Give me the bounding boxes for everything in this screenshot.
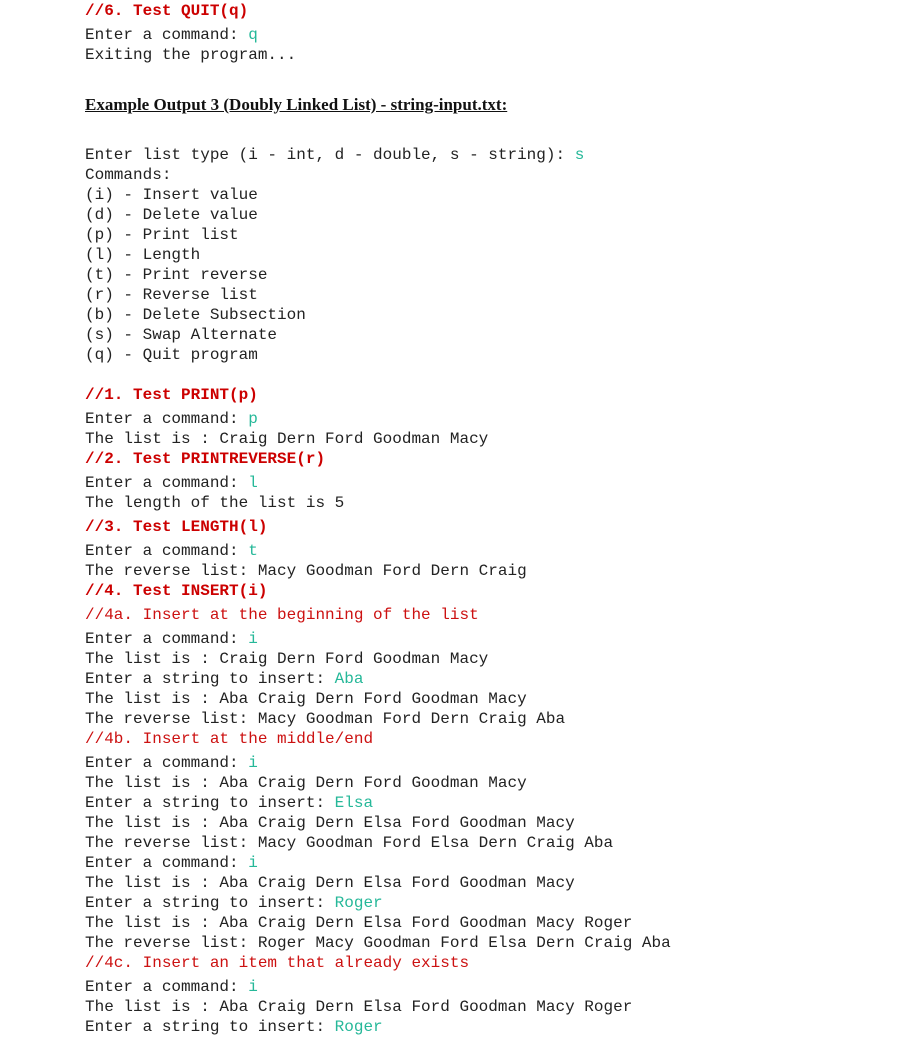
output-line: The list is : Craig Dern Ford Goodman Macy xyxy=(85,430,489,448)
command-input: l xyxy=(248,474,258,492)
document-page xyxy=(85,0,905,1036)
test4-header: //4. Test INSERT(i) xyxy=(85,582,268,600)
insert-prompt: Enter a string to insert: xyxy=(85,894,335,912)
output-line: The list is : Aba Craig Dern Ford Goodman Macy xyxy=(85,774,527,792)
command-input: i xyxy=(248,754,258,772)
command-input: t xyxy=(248,542,258,560)
output-line: The reverse list: Macy Goodman Ford Dern Craig xyxy=(85,562,527,580)
command-item: (i) - Insert value xyxy=(85,186,258,204)
list-type-input: s xyxy=(574,146,585,164)
output-line: The list is : Aba Craig Dern Elsa Ford Goodman Macy xyxy=(85,814,575,832)
command-line xyxy=(85,753,258,773)
output-line: The list is : Craig Dern Ford Goodman Macy xyxy=(85,650,489,668)
output-line: The list is : Aba Craig Dern Elsa Ford Goodman Macy Roger xyxy=(85,914,633,932)
insert-line xyxy=(85,893,383,913)
command-prompt: Enter a command: xyxy=(85,630,249,648)
output-line: The list is : Aba Craig Dern Elsa Ford Goodman Macy Roger xyxy=(85,998,633,1016)
test6-header: //6. Test QUIT(q) xyxy=(85,2,249,20)
command-prompt: Enter a command: xyxy=(85,978,249,996)
command-item: (l) - Length xyxy=(85,246,201,264)
command-item: (b) - Delete Subsection xyxy=(85,306,306,324)
test6-command-line xyxy=(85,25,258,45)
command-item: (s) - Swap Alternate xyxy=(85,326,278,344)
insert-prompt: Enter a string to insert: xyxy=(85,1018,335,1036)
command-prompt: Enter a command: xyxy=(85,754,249,772)
insert-line xyxy=(85,1017,383,1037)
insert-input: Elsa xyxy=(334,794,374,812)
command-line xyxy=(85,541,258,561)
insert-line xyxy=(85,793,373,813)
command-prompt: Enter a command: xyxy=(85,26,249,44)
command-prompt: Enter a command: xyxy=(85,410,249,428)
command-input: i xyxy=(248,854,258,872)
output-line: The reverse list: Macy Goodman Ford Dern Craig Aba xyxy=(85,710,566,728)
command-input: p xyxy=(248,410,258,428)
command-item: (p) - Print list xyxy=(85,226,239,244)
command-input: q xyxy=(248,26,258,44)
section-title: Example Output 3 (Doubly Linked List) - string-input.txt: xyxy=(85,95,508,114)
insert-prompt: Enter a string to insert: xyxy=(85,670,335,688)
test2-header: //2. Test PRINTREVERSE(r) xyxy=(85,450,326,468)
list-type-prompt: Enter list type (i - int, d - double, s - string): xyxy=(85,146,575,164)
command-item: (d) - Delete value xyxy=(85,206,258,224)
command-item: (t) - Print reverse xyxy=(85,266,268,284)
command-line xyxy=(85,629,258,649)
insert-line xyxy=(85,669,363,689)
insert-prompt: Enter a string to insert: xyxy=(85,794,335,812)
insert-input: Aba xyxy=(334,670,364,688)
command-prompt: Enter a command: xyxy=(85,542,249,560)
command-input: i xyxy=(248,630,258,648)
test4b-comment: //4b. Insert at the middle/end xyxy=(85,730,374,748)
command-prompt: Enter a command: xyxy=(85,474,249,492)
commands-label: Commands: xyxy=(85,166,172,184)
command-item: (r) - Reverse list xyxy=(85,286,258,304)
insert-input: Roger xyxy=(334,1018,383,1036)
command-line xyxy=(85,853,258,873)
list-type-line xyxy=(85,145,584,165)
command-line xyxy=(85,473,258,493)
output-line: The reverse list: Macy Goodman Ford Elsa Dern Craig Aba xyxy=(85,834,614,852)
output-line: The length of the list is 5 xyxy=(85,494,345,512)
exit-message: Exiting the program... xyxy=(85,46,297,64)
test4c-comment: //4c. Insert an item that already exists xyxy=(85,954,470,972)
output-line: The reverse list: Roger Macy Goodman Ford Elsa Dern Craig Aba xyxy=(85,934,671,952)
insert-input: Roger xyxy=(334,894,383,912)
command-input: i xyxy=(248,978,258,996)
output-line: The list is : Aba Craig Dern Elsa Ford Goodman Macy xyxy=(85,874,575,892)
command-line xyxy=(85,409,258,429)
test4a-comment: //4a. Insert at the beginning of the list xyxy=(85,606,479,624)
command-item: (q) - Quit program xyxy=(85,346,258,364)
command-prompt: Enter a command: xyxy=(85,854,249,872)
test1-header: //1. Test PRINT(p) xyxy=(85,386,258,404)
test3-header: //3. Test LENGTH(l) xyxy=(85,518,268,536)
output-line: The list is : Aba Craig Dern Ford Goodman Macy xyxy=(85,690,527,708)
command-line xyxy=(85,977,258,997)
